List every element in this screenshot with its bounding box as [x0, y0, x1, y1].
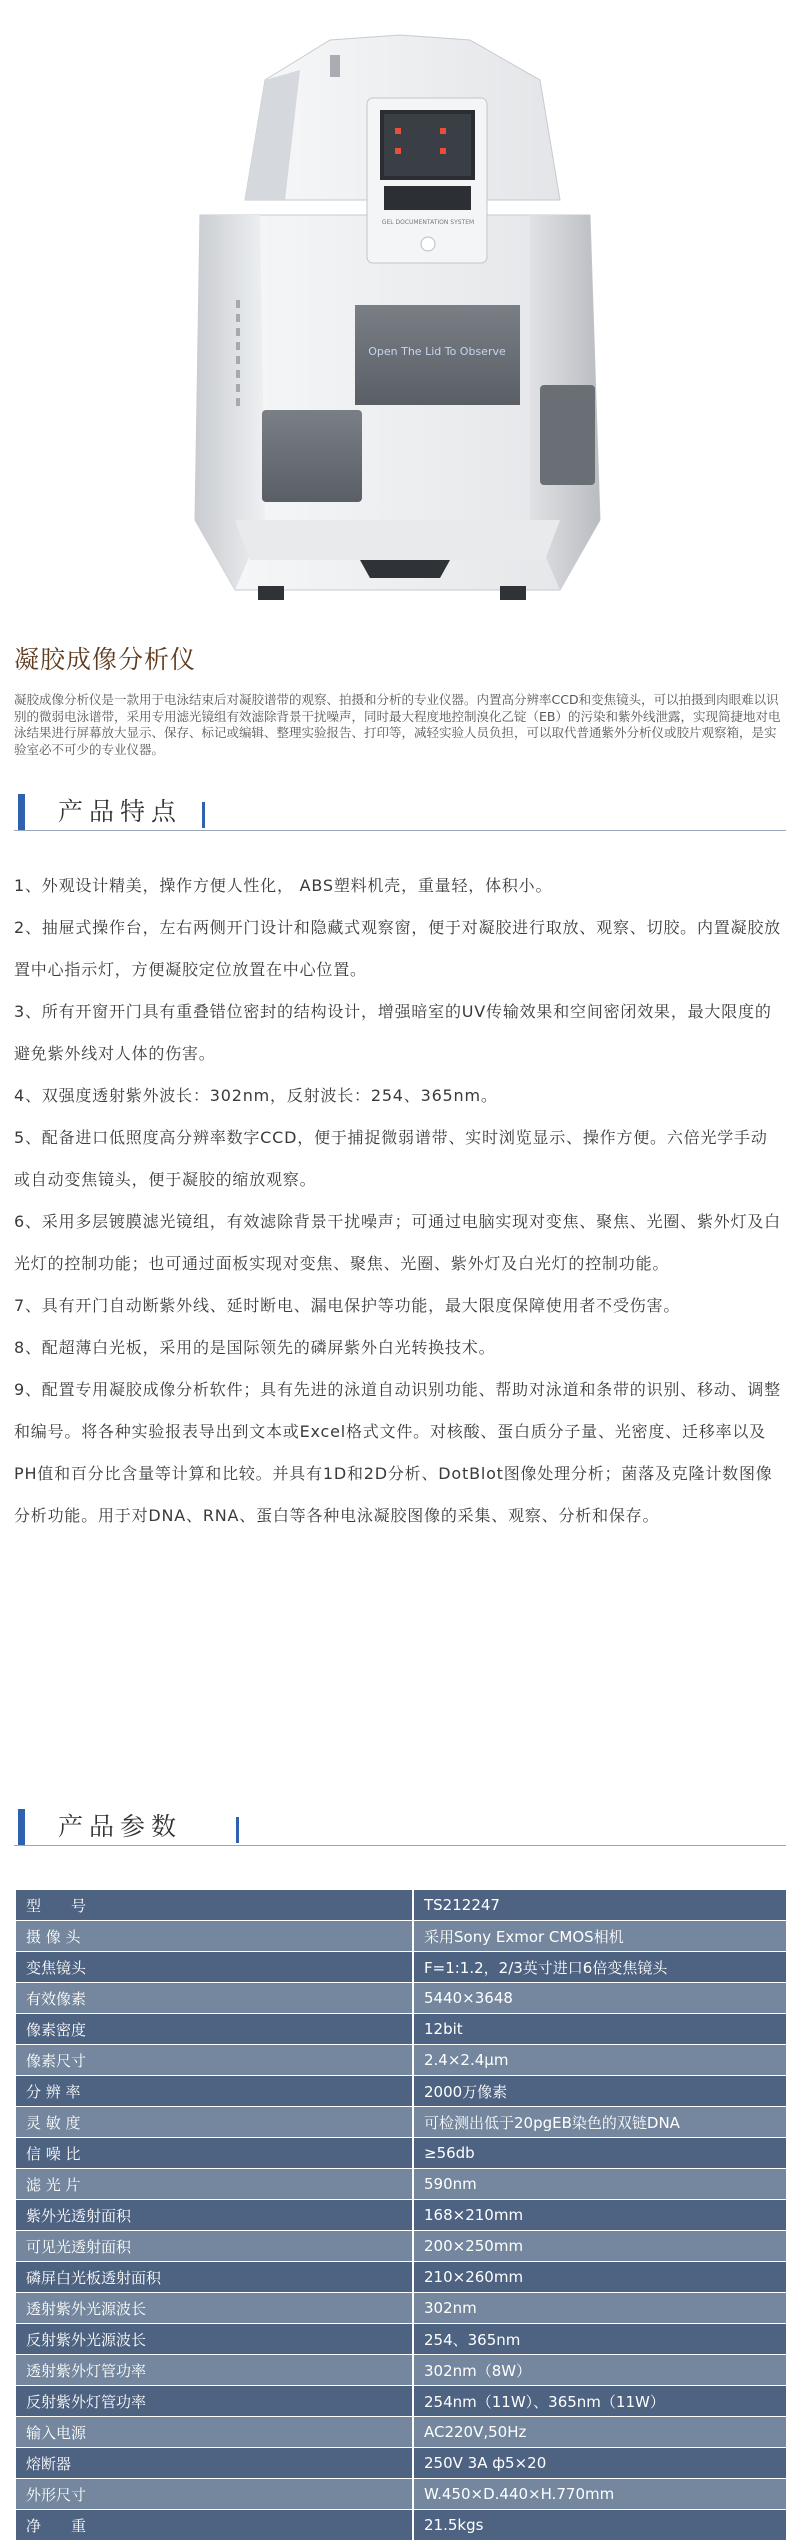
param-key: 像素密度 [16, 2014, 413, 2045]
param-value: 采用Sony Exmor CMOS相机 [413, 1921, 786, 1952]
param-key: 型 号 [16, 1890, 413, 1921]
table-row [16, 1952, 786, 1983]
table-row [16, 2386, 786, 2417]
table-row [16, 2045, 786, 2076]
param-key: 反射紫外灯管功率 [16, 2386, 413, 2417]
screen-label: Open The Lid To Observe [368, 345, 506, 358]
param-value: 210×260mm [413, 2262, 786, 2293]
product-title: 凝胶成像分析仪 [14, 645, 197, 674]
section-marker [18, 1809, 25, 1845]
feature-item: 2、抽屉式操作台，左右两侧开门设计和隐藏式观察窗，便于对凝胶进行取放、观察、切胶。内置凝胶放置中心指示灯，方便凝胶定位放置在中心位置。 [14, 918, 781, 979]
params-header [14, 1805, 786, 1845]
param-value: 168×210mm [413, 2200, 786, 2231]
feature-item: 6、采用多层镀膜滤光镜组，有效滤除背景干扰噪声；可通过电脑实现对变焦、聚焦、光圈、紫外灯及白光灯的控制功能；也可通过面板实现对变焦、聚焦、光圈、紫外灯及白光灯的控制功能。 [14, 1212, 781, 1273]
section-divider [14, 1845, 786, 1846]
param-value: 2.4×2.4μm [413, 2045, 786, 2076]
features-list [14, 865, 784, 1537]
table-row [16, 2200, 786, 2231]
features-header [14, 790, 786, 830]
param-key: 滤 光 片 [16, 2169, 413, 2200]
param-key: 可见光透射面积 [16, 2231, 413, 2262]
feature-item: 7、具有开门自动断紫外线、延时断电、漏电保护等功能，最大限度保障使用者不受伤害。 [14, 1296, 681, 1315]
device-text: GEL DOCUMENTATION SYSTEM [381, 219, 475, 226]
param-value: 254、365nm [413, 2324, 786, 2355]
param-value: 2000万像素 [413, 2076, 786, 2107]
param-key: 磷屏白光板透射面积 [16, 2262, 413, 2293]
table-row [16, 1890, 786, 1921]
table-row [16, 2014, 786, 2045]
param-key: 摄 像 头 [16, 1921, 413, 1952]
table-row [16, 2324, 786, 2355]
table-row [16, 2169, 786, 2200]
param-key: 像素尺寸 [16, 2045, 413, 2076]
table-row [16, 2448, 786, 2479]
table-row [16, 2231, 786, 2262]
feature-item: 8、配超薄白光板，采用的是国际领先的磷屏紫外白光转换技术。 [14, 1338, 496, 1357]
section-accent [202, 802, 205, 828]
section-divider [14, 830, 786, 831]
param-value: 302nm（8W） [413, 2355, 786, 2386]
param-key: 外形尺寸 [16, 2479, 413, 2510]
param-key: 信 噪 比 [16, 2138, 413, 2169]
table-row [16, 2510, 786, 2541]
feature-item: 9、配置专用凝胶成像分析软件；具有先进的泳道自动识别功能、帮助对泳道和条带的识别、移动、调整和编号。将各种实验报表导出到文本或Excel格式文件。对核酸、蛋白质分子量、光密度、迁移率以及PH值和百分比含量等计算和比较。并具有1D和2D分析、DotBlot图像处理分析；菌落及克隆计数图像分析功能。用于对DNA、RNA、蛋白等各种电泳凝胶图像的采集、观察、分析和保存。 [14, 1380, 781, 1525]
param-key: 透射紫外光源波长 [16, 2293, 413, 2324]
param-key: 净 重 [16, 2510, 413, 2541]
param-value: 254nm（11W）、365nm（11W） [413, 2386, 786, 2417]
param-value: AC220V,50Hz [413, 2417, 786, 2448]
param-value: 590nm [413, 2169, 786, 2200]
param-key: 紫外光透射面积 [16, 2200, 413, 2231]
param-key: 透射紫外灯管功率 [16, 2355, 413, 2386]
param-value: 250V 3A ф5×20 [413, 2448, 786, 2479]
param-value: 21.5kgs [413, 2510, 786, 2541]
param-value: 5440×3648 [413, 1983, 786, 2014]
section-marker [18, 794, 25, 830]
table-row [16, 2293, 786, 2324]
table-row [16, 2479, 786, 2510]
param-value: TS212247 [413, 1890, 786, 1921]
table-row [16, 2355, 786, 2386]
param-value: 302nm [413, 2293, 786, 2324]
param-key: 灵 敏 度 [16, 2107, 413, 2138]
product-description: 凝胶成像分析仪是一款用于电泳结束后对凝胶谱带的观察、拍摄和分析的专业仪器。内置高分辨率CCD和变焦镜头，可以拍摄到肉眼难以识别的微弱电泳谱带，采用专用滤光镜组有效滤除背景干扰噪声，同时最大程度地控制溴化乙锭（EB）的污染和紫外线泄露，实现简捷地对电泳结果进行屏幕放大显示、保存、标记或编辑、整理实验报告、打印等，减轻实验人员负担，可以取代普通紫外分析仪或胶片观察箱，是实验室必不可少的专业仪器。 [14, 692, 781, 757]
feature-item: 4、双强度透射紫外波长：302nm，反射波长：254、365nm。 [14, 1086, 498, 1105]
table-row [16, 2076, 786, 2107]
table-row [16, 1921, 786, 1952]
params-table [16, 1890, 786, 2541]
params-title: 产品参数 [58, 1812, 183, 1841]
table-row [16, 2417, 786, 2448]
param-key: 输入电源 [16, 2417, 413, 2448]
param-value: 200×250mm [413, 2231, 786, 2262]
table-row [16, 1983, 786, 2014]
param-key: 熔断器 [16, 2448, 413, 2479]
param-key: 变焦镜头 [16, 1952, 413, 1983]
table-row [16, 2107, 786, 2138]
table-row [16, 2262, 786, 2293]
product-image [0, 0, 800, 630]
param-value: 可检测出低于20pgEB染色的双链DNA [413, 2107, 786, 2138]
param-key: 有效像素 [16, 1983, 413, 2014]
param-value: W.450×D.440×H.770mm [413, 2479, 786, 2510]
features-title: 产品特点 [58, 797, 183, 826]
table-row [16, 2138, 786, 2169]
param-value: ≥56db [413, 2138, 786, 2169]
param-value: 12bit [413, 2014, 786, 2045]
section-accent [236, 1817, 239, 1843]
param-value: F=1:1.2，2/3英寸进口6倍变焦镜头 [413, 1952, 786, 1983]
gel-imager-illustration [0, 0, 800, 630]
param-key: 反射紫外光源波长 [16, 2324, 413, 2355]
feature-item: 3、所有开窗开门具有重叠错位密封的结构设计，增强暗室的UV传输效果和空间密闭效果，最大限度的避免紫外线对人体的伤害。 [14, 1002, 772, 1063]
param-key: 分 辨 率 [16, 2076, 413, 2107]
feature-item: 1、外观设计精美，操作方便人性化， ABS塑料机壳，重量轻，体积小。 [14, 876, 553, 895]
feature-item: 5、配备进口低照度高分辨率数字CCD，便于捕捉微弱谱带、实时浏览显示、操作方便。六倍光学手动或自动变焦镜头，便于凝胶的缩放观察。 [14, 1128, 768, 1189]
